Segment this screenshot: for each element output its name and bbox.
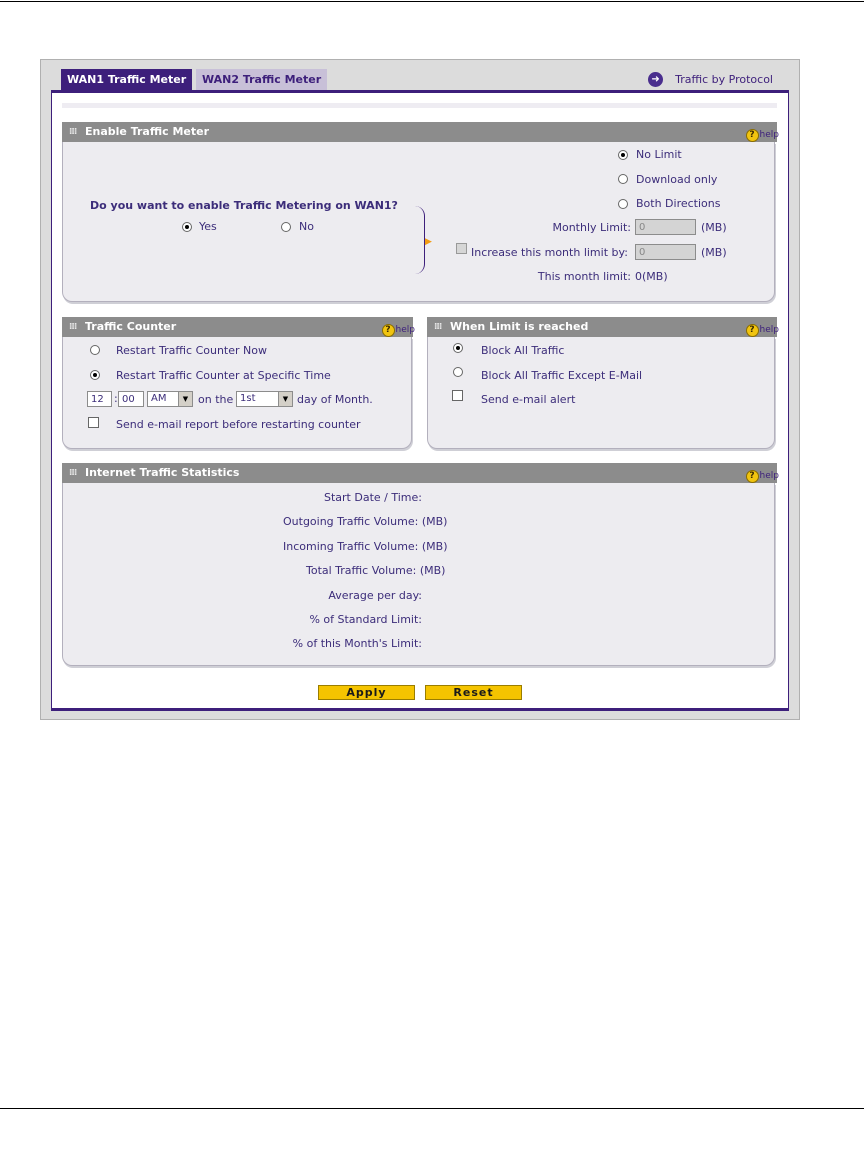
- grip-icon: ⁞⁞⁞: [69, 322, 77, 332]
- email-report-checkbox[interactable]: [88, 417, 99, 428]
- stat-start-date: Start Date / Time:: [324, 491, 422, 504]
- traffic-counter-body: [62, 337, 412, 449]
- minute-input[interactable]: [118, 391, 144, 407]
- apply-button[interactable]: Apply: [318, 685, 415, 700]
- restart-specific-radio[interactable]: [90, 370, 100, 380]
- help-icon: ?: [746, 470, 759, 483]
- enable-meter-body: [62, 142, 775, 302]
- increase-limit-unit: (MB): [701, 246, 727, 259]
- enable-no-radio[interactable]: [281, 222, 291, 232]
- bottom-rule: [0, 1108, 864, 1109]
- increase-limit-label: Increase this month limit by:: [471, 246, 628, 259]
- limit-reached-header: [427, 317, 777, 337]
- monthly-limit-input[interactable]: [635, 219, 696, 235]
- help-icon: ?: [746, 324, 759, 337]
- increase-limit-input[interactable]: [635, 244, 696, 260]
- statistics-header: [62, 463, 777, 483]
- reset-button[interactable]: Reset: [425, 685, 522, 700]
- on-the-label: on the: [198, 393, 234, 406]
- limit-reached-body: [427, 337, 775, 449]
- both-directions-radio[interactable]: [618, 199, 628, 209]
- chevron-down-icon: ▼: [178, 392, 192, 406]
- restart-now-label: Restart Traffic Counter Now: [116, 344, 267, 357]
- help-label: help: [759, 471, 779, 481]
- enable-yes-label: Yes: [199, 220, 217, 233]
- monthly-limit-label: Monthly Limit:: [552, 221, 631, 234]
- brace-divider: [415, 206, 425, 274]
- block-except-email-label: Block All Traffic Except E-Mail: [481, 369, 643, 382]
- grip-icon: ⁞⁞⁞: [69, 127, 77, 137]
- statistics-title: Internet Traffic Statistics: [85, 466, 240, 479]
- help-icon: ?: [382, 324, 395, 337]
- arrow-right-icon: ➜: [648, 72, 663, 87]
- email-report-label: Send e-mail report before restarting counter: [116, 418, 361, 431]
- ampm-select[interactable]: [147, 391, 193, 407]
- brace-pointer-icon: ▶: [425, 237, 432, 247]
- limit-reached-title: When Limit is reached: [450, 320, 589, 333]
- grip-icon: ⁞⁞⁞: [434, 322, 442, 332]
- chevron-down-icon: ▼: [278, 392, 292, 406]
- block-all-radio[interactable]: [453, 343, 463, 353]
- day-of-month-label: day of Month.: [297, 393, 373, 406]
- download-only-radio[interactable]: [618, 174, 628, 184]
- help-label: help: [759, 130, 779, 140]
- tab-wan2-traffic-meter[interactable]: WAN2 Traffic Meter: [196, 69, 327, 90]
- stat-standard-limit: % of Standard Limit:: [309, 613, 422, 626]
- email-alert-label: Send e-mail alert: [481, 393, 576, 406]
- download-only-label: Download only: [636, 173, 718, 186]
- grip-icon: ⁞⁞⁞: [69, 468, 77, 478]
- top-rule: [0, 1, 864, 2]
- stat-incoming: Incoming Traffic Volume: (MB): [283, 540, 448, 553]
- enable-meter-title: Enable Traffic Meter: [85, 125, 210, 138]
- enable-no-label: No: [299, 220, 314, 233]
- enable-meter-header: [62, 122, 777, 142]
- stat-total: Total Traffic Volume: (MB): [306, 564, 446, 577]
- traffic-by-protocol-label: Traffic by Protocol: [675, 73, 773, 86]
- block-except-email-radio[interactable]: [453, 367, 463, 377]
- no-limit-radio[interactable]: [618, 150, 628, 160]
- screenshot-frame: [40, 59, 800, 720]
- restart-now-radio[interactable]: [90, 345, 100, 355]
- block-all-label: Block All Traffic: [481, 344, 565, 357]
- both-directions-label: Both Directions: [636, 197, 721, 210]
- stat-month-limit: % of this Month's Limit:: [292, 637, 422, 650]
- increase-limit-checkbox[interactable]: [456, 243, 467, 254]
- help-icon: ?: [746, 129, 759, 142]
- enable-yes-radio[interactable]: [182, 222, 192, 232]
- day-select[interactable]: [236, 391, 293, 407]
- email-alert-checkbox[interactable]: [452, 390, 463, 401]
- ampm-value: AM: [151, 393, 167, 404]
- hour-input[interactable]: [87, 391, 112, 407]
- enable-question: Do you want to enable Traffic Metering on WAN1?: [90, 199, 398, 212]
- traffic-counter-header: [62, 317, 413, 337]
- this-month-limit-value: 0(MB): [635, 270, 668, 283]
- restart-specific-label: Restart Traffic Counter at Specific Time: [116, 369, 331, 382]
- monthly-limit-unit: (MB): [701, 221, 727, 234]
- top-strip: [62, 103, 777, 108]
- no-limit-label: No Limit: [636, 148, 682, 161]
- main-panel: [51, 90, 789, 711]
- stat-average: Average per day:: [328, 589, 422, 602]
- time-colon: :: [114, 392, 118, 405]
- statistics-body: [62, 483, 775, 666]
- traffic-by-protocol-link[interactable]: [648, 72, 773, 87]
- stat-outgoing: Outgoing Traffic Volume: (MB): [283, 515, 448, 528]
- help-label: help: [395, 325, 415, 335]
- this-month-limit-label: This month limit:: [537, 270, 631, 283]
- help-label: help: [759, 325, 779, 335]
- day-value: 1st: [240, 393, 256, 404]
- tab-wan1-traffic-meter[interactable]: WAN1 Traffic Meter: [61, 69, 192, 90]
- traffic-counter-title: Traffic Counter: [85, 320, 177, 333]
